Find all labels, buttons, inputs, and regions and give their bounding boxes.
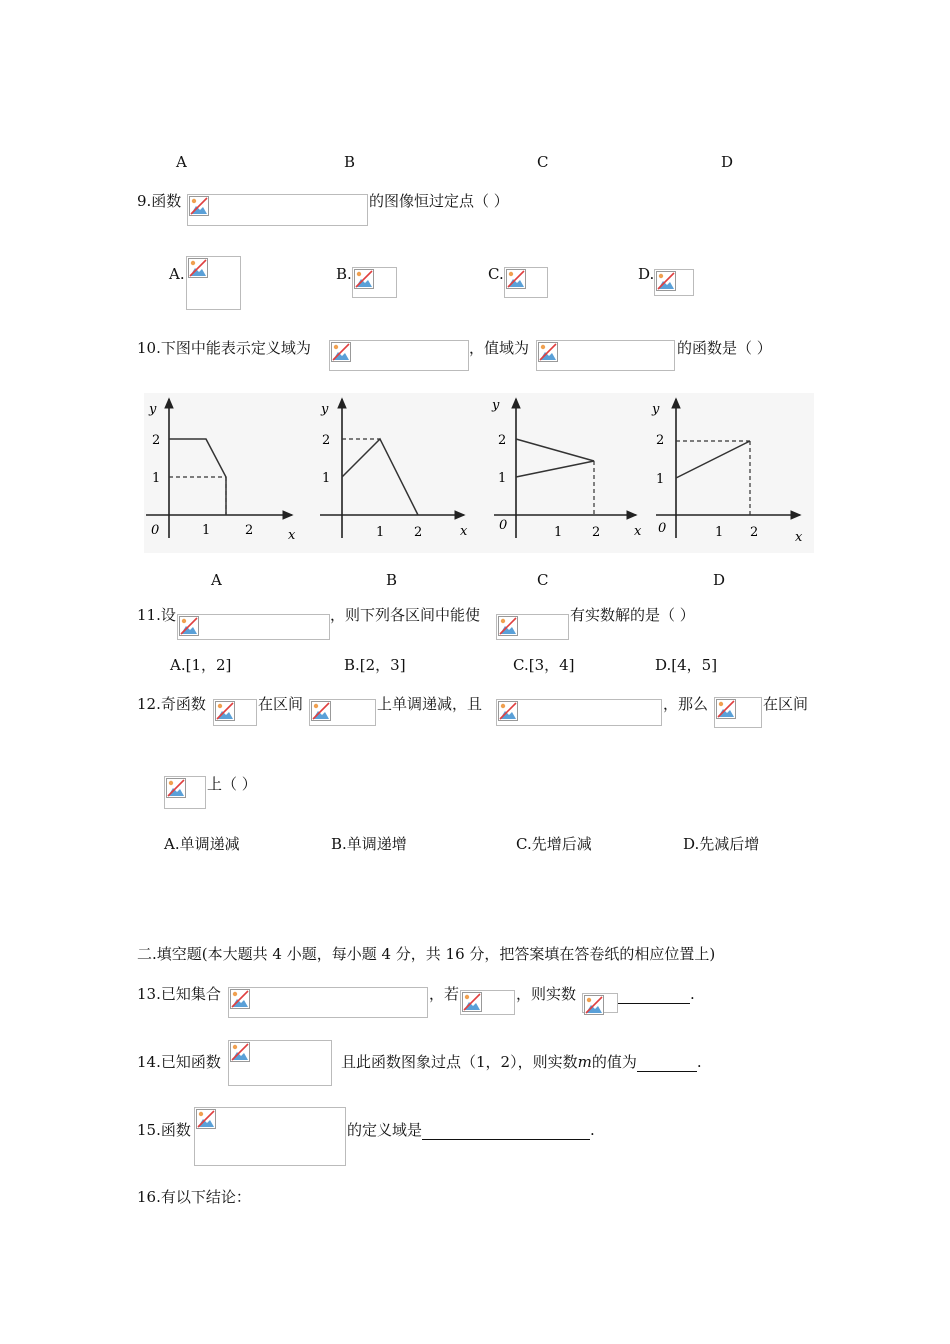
- graph-c-y1: 1: [498, 471, 507, 486]
- q14-text2: 的值为: [591, 1053, 637, 1071]
- q13-mid: ，若: [429, 985, 460, 1003]
- q12-interval-image: [309, 699, 376, 726]
- broken-image-icon: [716, 699, 736, 719]
- q8-label-c: C: [537, 153, 549, 171]
- q15-body: [347, 1120, 595, 1140]
- q12-prefix: 12.奇函数: [137, 695, 206, 713]
- q11-suffix: 有实数解的是（ ）: [570, 606, 695, 624]
- q14-var: m: [577, 1053, 592, 1071]
- broken-image-icon: [462, 992, 482, 1012]
- broken-image-icon: [506, 269, 526, 289]
- q12-p4: ，那么: [663, 695, 709, 713]
- graph-d-y1: 1: [656, 472, 665, 487]
- q10-graph-label-c: C: [537, 571, 549, 589]
- graph-c-x1: 1: [554, 525, 563, 540]
- graph-a-y2: 2: [152, 433, 161, 448]
- q8-label-d: D: [721, 153, 734, 171]
- graph-a-origin: 0: [151, 523, 160, 538]
- q10-domain-image: [329, 340, 469, 371]
- q13-condition-image: [460, 990, 515, 1015]
- q13-prefix: 13.已知集合: [137, 985, 221, 1003]
- q12-p5: 在区间: [763, 695, 809, 713]
- q8-label-a: A: [176, 153, 187, 171]
- q12-option-b: B.单调递增: [331, 835, 407, 853]
- graph-a-y-label: y: [149, 402, 157, 417]
- graph-c-y2: 2: [498, 433, 507, 448]
- q14-end: .: [696, 1053, 702, 1071]
- q14-prefix: 14.已知函数: [137, 1053, 221, 1071]
- q11-option-b: B.[2，3]: [344, 656, 406, 674]
- broken-image-icon: [196, 1109, 216, 1129]
- graph-d-y2: 2: [656, 433, 665, 448]
- q11-prefix: 11.设: [137, 606, 176, 624]
- q13-set-image: [228, 987, 428, 1018]
- q10-mid: ，值域为: [469, 339, 530, 357]
- q10-range-image: [536, 340, 675, 371]
- section-2-heading: 二.填空题(本大题共 4 小题，每小题 4 分，共 16 分，把答案填在答卷纸的相应位置上): [137, 945, 716, 963]
- q11-option-a: A.[1，2]: [170, 656, 232, 674]
- q12-interval-image-2: [164, 776, 206, 809]
- q9-option-d-image: [654, 269, 694, 296]
- q16-text: 16.有以下结论：: [137, 1188, 251, 1206]
- graph-c-y-label: y: [492, 398, 500, 413]
- graph-a-x1: 1: [202, 523, 211, 538]
- q9-option-a-label: A.: [169, 265, 185, 283]
- q9-prefix: 9.函数: [137, 192, 182, 210]
- q9-option-d-label: D.: [638, 265, 655, 283]
- graph-b-x2: 2: [414, 525, 423, 540]
- q14-function-image: [228, 1040, 332, 1086]
- q12-option-a: A.单调递减: [164, 835, 240, 853]
- q9-option-b-label: B.: [336, 265, 352, 283]
- q10-graphs: [144, 393, 814, 553]
- q11-equation-image: [496, 614, 569, 640]
- q10-graph-label-a: A: [211, 571, 222, 589]
- graph-d-y-label: y: [652, 402, 660, 417]
- q12-line2-suffix: 上（ ）: [207, 775, 257, 793]
- q13-answer-blank[interactable]: [618, 987, 690, 1004]
- q13-mid2: ，则实数: [516, 985, 577, 1003]
- q9-suffix: 的图像恒过定点（ ）: [369, 192, 509, 210]
- graph-d-origin: 0: [658, 521, 667, 536]
- broken-image-icon: [331, 342, 351, 362]
- q13-variable-image: [582, 993, 618, 1013]
- graph-a-y1: 1: [152, 471, 161, 486]
- broken-image-icon: [230, 989, 250, 1009]
- graph-b-y1: 1: [322, 471, 331, 486]
- q11-mid: ，则下列各区间中能使: [330, 606, 481, 624]
- broken-image-icon: [354, 269, 374, 289]
- broken-image-icon: [311, 701, 331, 721]
- graph-b-y2: 2: [322, 433, 331, 448]
- q10-prefix: 10.下图中能表示定义域为: [137, 339, 311, 357]
- q9-option-c-image: [504, 267, 548, 298]
- graph-a-x-label: x: [288, 528, 296, 543]
- broken-image-icon: [584, 995, 604, 1015]
- q15-answer-blank[interactable]: [422, 1123, 590, 1140]
- graph-b-y-label: y: [321, 402, 329, 417]
- q9-option-b-image: [352, 267, 397, 298]
- broken-image-icon: [656, 271, 676, 291]
- q12-option-c: C.先增后减: [516, 835, 592, 853]
- graph-c-x2: 2: [592, 525, 601, 540]
- q15-end: .: [590, 1121, 595, 1139]
- graph-b-x1: 1: [376, 525, 385, 540]
- q12-function-image-2: [714, 697, 762, 728]
- q10-graph-label-d: D: [713, 571, 726, 589]
- graph-d-x2: 2: [750, 525, 759, 540]
- q11-option-c: C.[3，4]: [513, 656, 575, 674]
- q11-option-d: D.[4，5]: [655, 656, 718, 674]
- broken-image-icon: [179, 616, 199, 636]
- q9-formula-image: [187, 194, 368, 226]
- broken-image-icon: [189, 196, 209, 216]
- q8-label-b: B: [344, 153, 356, 171]
- q15-prefix: 15.函数: [137, 1121, 191, 1139]
- broken-image-icon: [538, 342, 558, 362]
- q15-function-image: [194, 1107, 346, 1166]
- q9-option-a-image: [186, 256, 241, 310]
- broken-image-icon: [498, 616, 518, 636]
- q12-p3: 上单调递减，且: [377, 695, 483, 713]
- graph-d-x-label: x: [795, 530, 803, 545]
- broken-image-icon: [166, 778, 186, 798]
- q12-p2: 在区间: [258, 695, 304, 713]
- q12-option-d: D.先减后增: [683, 835, 760, 853]
- graph-a-x2: 2: [245, 523, 254, 538]
- graph-b-x-label: x: [460, 524, 468, 539]
- q13-answer: [618, 984, 695, 1004]
- graph-c-x-label: x: [634, 524, 642, 539]
- q14-body: [341, 1052, 702, 1072]
- q9-option-c-label: C.: [488, 265, 504, 283]
- q12-function-image: [213, 699, 257, 726]
- graph-c-origin: 0: [499, 518, 508, 533]
- graph-d-x1: 1: [715, 525, 724, 540]
- q15-text: 的定义域是: [347, 1121, 423, 1139]
- q11-function-image: [177, 614, 330, 640]
- q14-answer-blank[interactable]: [637, 1055, 697, 1072]
- broken-image-icon: [188, 258, 208, 278]
- q13-end: .: [690, 985, 695, 1003]
- q10-graph-label-b: B: [386, 571, 398, 589]
- broken-image-icon: [230, 1042, 250, 1062]
- q14-text: 且此函数图象过点（1，2），则实数: [341, 1053, 578, 1071]
- q10-suffix: 的函数是（ ）: [677, 339, 772, 357]
- broken-image-icon: [498, 701, 518, 721]
- broken-image-icon: [215, 701, 235, 721]
- q12-condition-image: [496, 699, 662, 726]
